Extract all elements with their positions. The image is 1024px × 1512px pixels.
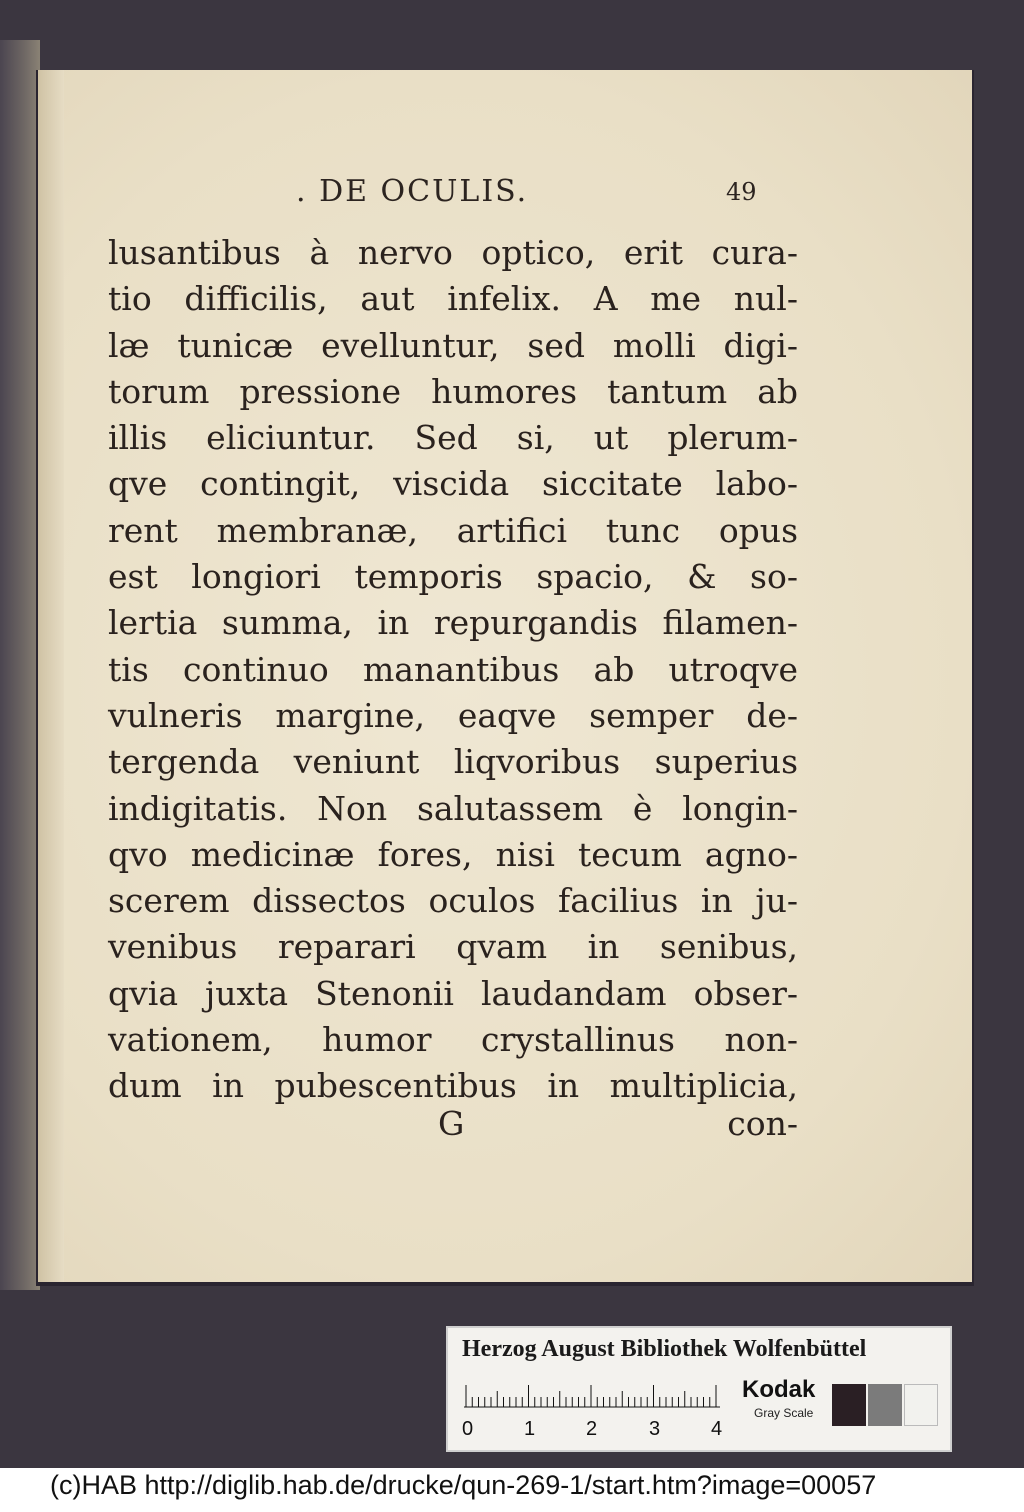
copyright-caption: (c)HAB http://diglib.hab.de/drucke/qun-269-1/start.htm?image=00057 [50,1470,877,1500]
color-calibration-card [446,1326,952,1452]
text-block [108,230,798,1110]
text-line: venibus reparari qvam in senibus, [108,927,798,967]
text-line: tis continuo manantibus ab utroqve [108,649,798,689]
ruler-label: 2 [586,1418,598,1440]
text-line: tergenda veniunt liqvoribus superius [108,742,798,782]
running-head: . DE OCULIS. [296,174,529,209]
book-edge [0,40,40,1290]
text-line: torum pressione humores tantum ab [108,371,798,411]
text-line: scerem dissectos oculos facilius in ju- [108,881,798,921]
text-line: qvo medicinæ fores, nisi tecum agno- [108,834,798,874]
ruler-label: 4 [711,1418,723,1440]
text-line: læ tunicæ evelluntur, sed molli digi- [108,325,798,365]
ruler-scale [464,1380,720,1408]
signature-mark: G [438,1104,465,1143]
ruler-label: 0 [462,1418,474,1440]
text-line: rent membranæ, artifici tunc opus [108,510,798,550]
kodak-logo: Kodak [742,1376,816,1403]
library-name: Herzog August Bibliothek Wolfenbüttel [462,1336,867,1362]
gray-patch-light [904,1384,938,1426]
page-header [38,174,972,214]
text-line: qve contingit, viscida siccitate labo- [108,464,798,504]
ruler-label: 3 [649,1418,661,1440]
text-line: vationem, humor crystallinus non- [108,1020,798,1060]
book-page [38,70,972,1282]
gray-scale-label: Gray Scale [754,1406,814,1420]
text-line: qvia juxta Stenonii laudandam obser- [108,973,798,1013]
text-line: illis eliciuntur. Sed si, ut plerum- [108,418,798,458]
text-line: lertia summa, in repurgandis filamen- [108,603,798,643]
text-line: vulneris margine, eaqve semper de- [108,695,798,735]
text-line: est longiori temporis spacio, & so- [108,557,798,597]
text-line: tio difficilis, aut infelix. A me nul- [108,279,798,319]
gray-patch-dark [832,1384,866,1426]
text-line: lusantibus à nervo optico, erit cura- [108,233,798,272]
text-line: dum in pubescentibus in multiplicia, [108,1066,798,1106]
signature-row [108,1104,798,1154]
ruler-label: 1 [524,1418,536,1440]
catchword: con- [727,1104,798,1143]
page-number: 49 [726,178,757,206]
ruler-labels [458,1418,728,1442]
page-gutter [38,70,64,1282]
text-line: indigitatis. Non salutassem è longin- [108,788,798,828]
gray-patch-mid [868,1384,902,1426]
